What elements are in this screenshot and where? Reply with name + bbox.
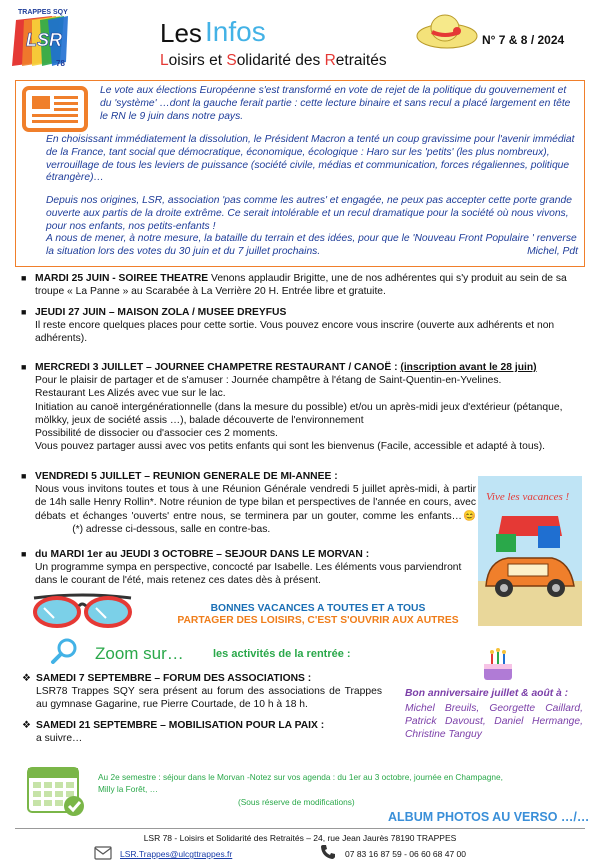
logo-text-num: 78 (56, 59, 65, 68)
logo-text-top: TRAPPES SQY (18, 9, 68, 16)
email-icon (94, 846, 112, 860)
title-les: Les (160, 18, 202, 48)
editorial-paragraph: Depuis nos origines, LSR, association 'pas comme les autres' et engagée, ne peux pas accepter cette porte grande ouverte aux partis de la droite extrême. Ce serait intolérable et un recul dramatique pour la société où nous vivons, pour nos enfants, nos petits-enfants ! (46, 195, 572, 232)
bullet-square-icon: ■ (21, 471, 27, 481)
footer-address: LSR 78 - Loisirs et Solidarité des Retraités – 24, rue Jean Jaurès 78190 TRAPPES (143, 833, 457, 843)
logo-text-main: LSR (26, 30, 62, 50)
newspaper-icon (22, 86, 90, 134)
zoom-item-forum: ❖ SAMEDI 7 SEPTEMBRE – FORUM DES ASSOCIATIONS : LSR78 Trappes SQY sera présent au forum des associations de Trappes au gymnase Gagarine, rue Pierre Courtade, de 10 h à 18 h. (22, 673, 382, 711)
event-journee-champetre: ■ MERCREDI 3 JUILLET – JOURNEE CHAMPETRE RESTAURANT / CANOË : (inscription avant le 28 juin) Pour le plaisir de partager et de s'amuser : Journée champêtre à l'étang de Saint-Quentin-en-Yvelines. Restaurant Les Alizés avec vue sur le lac. Initiation au canoë intergénérationnelle (dans la mesure du possible) et/ou un après-midi jeux d'extérieur (pétanque, mölkky, jeux de société assis …), balade découverte de l'environnement Possibilité de dissocier ou d'associer ces 2 moments. Vous pouvez partager aussi avec vos petits enfants qui sont les bienvenus (Facile, accessible et adapté à tous). (21, 362, 563, 453)
zoom-subtitle: les activités de la rentrée : (213, 648, 351, 660)
zoom-item-paix: ❖ SAMEDI 21 SEPTEMBRE – MOBILISATION POUR LA PAIX : a suivre… (22, 720, 325, 745)
magnifier-icon (50, 638, 80, 664)
editorial-paragraph: A nous de mener, à notre mesure, la bataille du terrain et des idées, pour que le 'Nouveau Front Populaire ' renverse la situation lors des votes du 30 juin et du 7 juillet prochains. (46, 233, 577, 257)
bullet-square-icon: ■ (21, 273, 27, 283)
phone-icon (320, 844, 336, 860)
sunglasses-illustration (30, 590, 135, 630)
footer-phone: 07 83 16 87 59 - 06 60 68 47 00 (345, 849, 466, 859)
vacances-caption: Vive les vacances ! (486, 491, 570, 503)
footer-divider (15, 828, 585, 829)
subtitle: Loisirs et Solidarité des Retraités (160, 52, 387, 69)
album-photos-link: ALBUM PHOTOS AU VERSO …/… (388, 810, 590, 824)
lsr-logo (12, 6, 74, 68)
calendar-icon (24, 760, 86, 818)
editorial-paragraph: En choisissant immédiatement la dissolution, le Président Macron a tenté un coup gravissime pour l'avenir immédiat de la France, tant social que démocratique, économique, écologique : Haro sur les 'petits' (les plus nombreux), verrouillage de tous les leviers de puissance (société civile, médias et communication, forces régaliennes, politique étrangère)… (46, 134, 575, 184)
diamond-bullet-icon: ❖ (22, 720, 31, 731)
birthday-cake-icon (478, 648, 518, 684)
event-sejour-morvan: ■ du MARDI 1er au JEUDI 3 OCTOBRE – SEJOUR DANS LE MORVAN : Un programme sympa en perspective, concocté par Isabelle. Les éléments vous parviendront dans le courant de l'été, mais retenez ces dates dès à présent. (21, 549, 462, 587)
anniversary-names: Michel Breuils, Georgette Caillard, Patrick Davoust, Daniel Hermange, Christine Tanguy (405, 703, 583, 740)
bullet-square-icon: ■ (21, 307, 27, 317)
bullet-square-icon: ■ (21, 362, 27, 372)
diamond-bullet-icon: ❖ (22, 673, 31, 684)
vacances-car-illustration (478, 476, 582, 626)
event-maison-zola: ■ JEUDI 27 JUIN – MAISON ZOLA / MUSEE DREYFUS Il reste encore quelques places pour cette sortie. Vous pouvez encore vous inscrire (ouverte aux adhérents et non adhérents). (21, 307, 555, 345)
editorial-paragraph: Le vote aux élections Européenne s'est transformé en vote de rejet de la politique du gouvernement et du 'système' …dont la gauche ferait partie : cette lecture binaire et sans recul a placé largement en tête le RN le 9 juin dans notre pays. (100, 85, 571, 122)
footer-email-link[interactable]: LSR.Trappes@ulcgttrappes.fr (120, 849, 233, 859)
semestre-note: Au 2e semestre : séjour dans le Morvan -Notez sur vos agenda : du 1er au 3 octobre, journée en Champagne, Milly la Forêt, … (98, 772, 503, 794)
event-theatre: ■ MARDI 25 JUIN - SOIREE THEATRE Venons applaudir Brigitte, une de nos adhérentes qui s'y produit au sein de sa troupe « La Panne » au Scarabée à La Verrière 20 H. Entrée libre et gratuite. (21, 273, 567, 298)
anniversary-title: Bon anniversaire juillet & août à : (405, 688, 569, 699)
title-infos: Infos (205, 16, 266, 47)
event-reunion-generale: ■ VENDREDI 5 JUILLET – REUNION GENERALE DE MI-ANNEE : Nous vous invitons toutes et tous à une Réunion Générale vendredi 5 juillet après-midi, à partir de 14h salle Henry Rollin*. Notre réunion de type bilan et perspectives de l'année en cours, avec débats et échanges 'ouverts' entre nous, se terminera par un gouter, comme les enfants…😊 (*) adresse ci-dessous, salle en contre-bas. (21, 471, 476, 535)
editorial-signature: Michel, Pdt (527, 246, 578, 257)
bonnes-vacances-text: BONNES VACANCES A TOUTES ET A TOUS (210, 603, 426, 614)
bullet-square-icon: ■ (21, 549, 27, 559)
partager-loisirs-text: PARTAGER DES LOISIRS, C'EST S'OUVRIR AUX AUTRES (177, 615, 459, 626)
zoom-title: Zoom sur… (95, 644, 184, 663)
reserve-note: (Sous réserve de modifications) (238, 797, 355, 807)
issue-number: N° 7 & 8 / 2024 (482, 33, 565, 47)
sun-hat-illustration (415, 6, 480, 56)
